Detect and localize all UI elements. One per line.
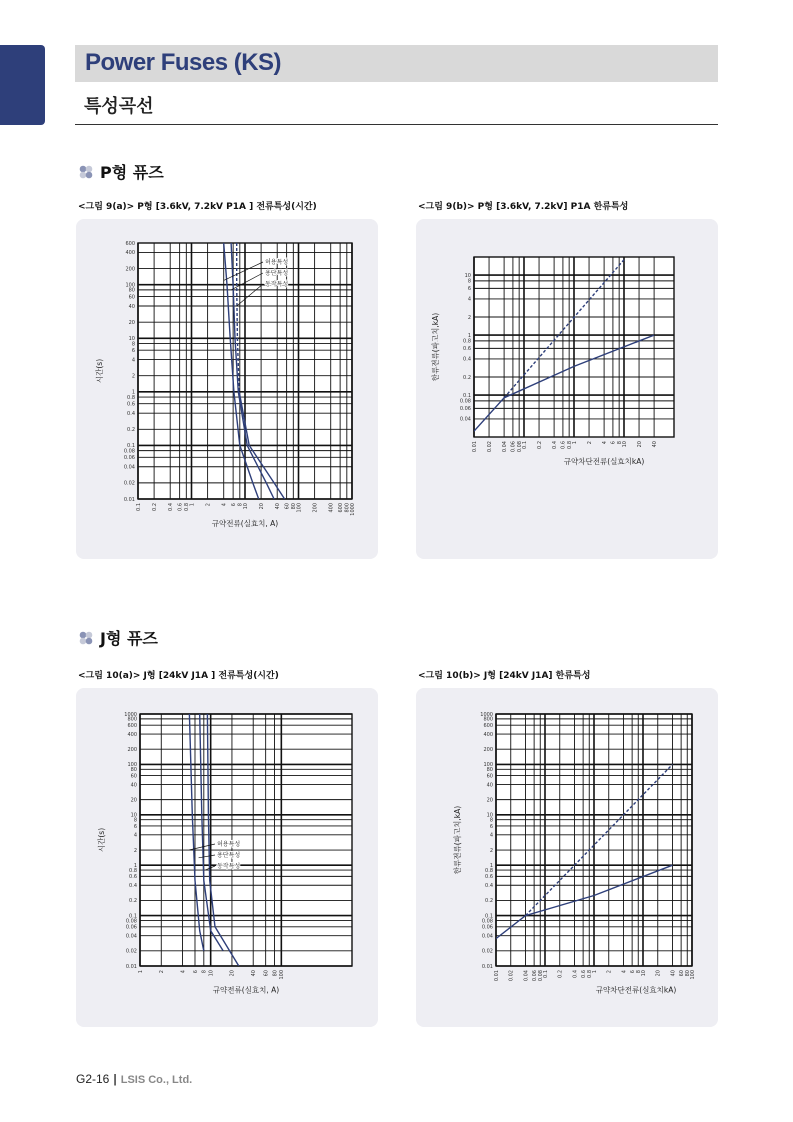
y-tick-label: 0.04 xyxy=(459,416,471,423)
x-tick-label: 4 xyxy=(601,441,608,445)
y-tick-label: 8 xyxy=(133,817,137,824)
y-tick-label: 8 xyxy=(467,278,471,285)
series-label: 허용특성 xyxy=(217,841,241,848)
y-tick-label: 0.04 xyxy=(481,933,493,940)
y-tick-label: 100 xyxy=(127,762,137,769)
y-axis-label: 한류전류(파고치,kA) xyxy=(453,805,462,875)
y-tick-label: 0.4 xyxy=(129,883,137,890)
x-tick-label: 600 xyxy=(337,503,344,513)
y-tick-label: 0.6 xyxy=(485,874,493,881)
x-tick-label: 0.4 xyxy=(168,503,175,511)
y-tick-label: 2 xyxy=(133,847,137,854)
chart-panel-fig9b xyxy=(416,219,718,559)
x-tick-label: 6 xyxy=(192,970,199,974)
y-tick-label: 4 xyxy=(133,832,137,839)
x-tick-label: 1 xyxy=(591,970,598,974)
y-tick-label: 0.8 xyxy=(127,394,135,401)
x-tick-label: 100 xyxy=(689,970,696,980)
x-axis-label: 규약차단전류(실효치kA) xyxy=(595,985,677,995)
x-tick-label: 40 xyxy=(670,970,677,977)
y-tick-label: 8 xyxy=(131,341,135,348)
figure-caption: <그림 9(a)> P형 [3.6kV, 7.2kV P1A ] 전류특성(시간) xyxy=(78,202,317,212)
section-heading-p xyxy=(78,160,164,183)
x-tick-label: 0.06 xyxy=(531,970,538,982)
x-axis-label: 규약전류(실효치, A) xyxy=(212,985,280,995)
x-tick-label: 0.6 xyxy=(580,970,587,978)
y-tick-label: 600 xyxy=(483,722,493,729)
y-tick-label: 0.2 xyxy=(463,374,471,381)
section-bullet-icon xyxy=(78,630,94,646)
y-tick-label: 800 xyxy=(483,716,493,723)
y-axis-label: 시간(s) xyxy=(97,827,106,853)
x-tick-label: 1000 xyxy=(349,503,356,516)
x-tick-label: 10 xyxy=(640,970,647,977)
x-tick-label: 0.02 xyxy=(486,441,493,453)
section-bullet-icon xyxy=(78,164,94,180)
y-tick-label: 100 xyxy=(483,762,493,769)
y-tick-label: 0.2 xyxy=(485,898,493,905)
x-tick-label: 40 xyxy=(651,441,658,448)
page-subtitle: 특성곡선 xyxy=(84,96,154,117)
y-tick-label: 0.08 xyxy=(125,918,137,925)
x-axis-label: 규약전류(실효치, A) xyxy=(211,519,279,529)
x-tick-label: 0.06 xyxy=(510,441,517,453)
x-tick-label: 0.04 xyxy=(523,970,530,982)
y-tick-label: 60 xyxy=(486,773,493,780)
y-tick-label: 600 xyxy=(127,722,137,729)
x-tick-label: 6 xyxy=(610,441,617,445)
chart-fig10a xyxy=(76,688,378,1027)
y-tick-label: 400 xyxy=(127,731,137,738)
y-tick-label: 4 xyxy=(467,296,471,303)
x-axis-label: 규약차단전류(실효치kA) xyxy=(563,457,645,467)
x-tick-label: 200 xyxy=(312,503,319,513)
y-tick-label: 0.2 xyxy=(129,898,137,905)
x-tick-label: 1 xyxy=(137,970,144,974)
x-tick-label: 0.2 xyxy=(151,503,158,511)
y-tick-label: 0.1 xyxy=(129,913,137,920)
y-tick-label: 20 xyxy=(130,797,137,804)
y-tick-label: 10 xyxy=(130,812,137,819)
y-tick-label: 0.4 xyxy=(127,410,135,417)
x-tick-label: 40 xyxy=(275,503,282,510)
y-tick-label: 1 xyxy=(467,332,471,339)
y-tick-label: 0.01 xyxy=(125,963,137,970)
y-tick-label: 6 xyxy=(133,823,137,830)
x-tick-label: 60 xyxy=(678,970,685,977)
y-tick-label: 20 xyxy=(128,319,135,326)
y-tick-label: 40 xyxy=(130,782,137,789)
y-tick-label: 0.06 xyxy=(123,455,135,462)
x-tick-label: 20 xyxy=(655,970,662,977)
footer-separator: | xyxy=(113,1072,117,1086)
x-tick-label: 0.1 xyxy=(542,970,549,978)
x-tick-label: 2 xyxy=(205,503,212,507)
x-tick-label: 4 xyxy=(180,970,187,974)
y-tick-label: 0.01 xyxy=(481,963,493,970)
x-tick-label: 0.04 xyxy=(501,441,508,453)
y-tick-label: 6 xyxy=(131,347,135,354)
y-tick-label: 200 xyxy=(483,747,493,754)
series-label: 동작특성 xyxy=(265,281,289,288)
chart-panel-fig9a xyxy=(76,219,378,559)
y-tick-label: 0.1 xyxy=(127,443,135,450)
x-tick-label: 8 xyxy=(201,970,208,974)
y-tick-label: 100 xyxy=(125,282,135,289)
y-tick-label: 1000 xyxy=(124,711,137,718)
x-tick-label: 0.4 xyxy=(572,970,579,978)
x-tick-label: 400 xyxy=(328,503,335,513)
y-tick-label: 1 xyxy=(131,389,135,396)
x-tick-label: 10 xyxy=(208,970,215,977)
y-tick-label: 0.4 xyxy=(463,356,471,363)
y-tick-label: 0.6 xyxy=(129,874,137,881)
x-tick-label: 0.01 xyxy=(493,970,500,982)
x-tick-label: 0.2 xyxy=(536,441,543,449)
y-tick-label: 1 xyxy=(133,863,137,869)
x-tick-label: 0.6 xyxy=(177,503,184,511)
y-tick-label: 10 xyxy=(128,336,135,343)
y-tick-label: 60 xyxy=(130,773,137,780)
y-tick-label: 600 xyxy=(125,240,135,247)
y-tick-label: 0.6 xyxy=(127,401,135,408)
y-tick-label: 0.1 xyxy=(485,913,493,920)
plot-area xyxy=(140,714,352,966)
y-tick-label: 400 xyxy=(483,731,493,738)
y-tick-label: 6 xyxy=(489,823,493,830)
x-tick-label: 0.8 xyxy=(587,970,594,978)
series-label: 용단특성 xyxy=(217,852,241,859)
y-tick-label: 2 xyxy=(131,373,135,380)
y-tick-label: 0.04 xyxy=(123,464,135,471)
header-divider xyxy=(75,124,718,125)
x-tick-label: 10 xyxy=(621,441,628,448)
y-tick-label: 0.02 xyxy=(125,948,137,955)
figure-caption: <그림 10(a)> J형 [24kV J1A ] 전류특성(시간) xyxy=(78,671,279,681)
y-tick-label: 10 xyxy=(464,272,471,279)
y-tick-label: 2 xyxy=(467,314,471,321)
y-tick-label: 0.4 xyxy=(485,883,493,890)
x-tick-label: 20 xyxy=(636,441,643,448)
y-tick-label: 60 xyxy=(128,294,135,301)
y-tick-label: 0.02 xyxy=(123,480,135,487)
y-tick-label: 0.02 xyxy=(481,948,493,955)
x-tick-label: 6 xyxy=(629,970,636,974)
y-tick-label: 4 xyxy=(489,832,493,839)
y-tick-label: 6 xyxy=(467,286,471,293)
title-bar xyxy=(75,45,718,82)
x-tick-label: 0.01 xyxy=(471,441,478,453)
y-tick-label: 80 xyxy=(130,767,137,774)
page-footer xyxy=(76,1072,192,1086)
y-tick-label: 800 xyxy=(127,716,137,723)
page-title: Power Fuses (KS) xyxy=(85,49,282,76)
figure-caption: <그림 9(b)> P형 [3.6kV, 7.2kV] P1A 한류특성 xyxy=(418,202,629,212)
y-tick-label: 8 xyxy=(489,817,493,824)
x-tick-label: 0.8 xyxy=(184,503,191,511)
x-tick-label: 0.1 xyxy=(521,441,528,449)
x-tick-label: 0.6 xyxy=(560,441,567,449)
y-tick-label: 0.08 xyxy=(123,448,135,455)
x-tick-label: 8 xyxy=(636,970,643,974)
x-tick-label: 2 xyxy=(159,970,166,974)
y-tick-label: 200 xyxy=(127,747,137,754)
x-tick-label: 2 xyxy=(586,441,593,445)
y-tick-label: 40 xyxy=(486,782,493,789)
y-tick-label: 1000 xyxy=(480,711,493,718)
x-tick-label: 8 xyxy=(616,441,623,445)
page-number: G2-16 xyxy=(76,1072,110,1086)
section-heading-j xyxy=(78,626,158,649)
x-tick-label: 1 xyxy=(189,503,196,507)
y-tick-label: 1 xyxy=(489,863,493,869)
x-tick-label: 0.4 xyxy=(551,441,558,449)
chart-fig9a xyxy=(76,219,378,559)
x-tick-label: 0.1 xyxy=(135,503,142,511)
x-tick-label: 20 xyxy=(229,970,236,977)
x-tick-label: 6 xyxy=(230,503,237,507)
chart-fig9b xyxy=(416,219,718,559)
y-axis-label: 시간(s) xyxy=(95,358,104,384)
x-tick-label: 0.02 xyxy=(508,970,515,982)
figure-caption: <그림 10(b)> J형 [24kV J1A] 한류특성 xyxy=(418,671,591,681)
y-tick-label: 0.8 xyxy=(129,867,137,874)
x-tick-label: 80 xyxy=(272,970,279,977)
x-tick-label: 100 xyxy=(296,503,303,513)
y-tick-label: 0.04 xyxy=(125,933,137,940)
y-tick-label: 0.06 xyxy=(459,406,471,413)
x-tick-label: 4 xyxy=(621,970,628,974)
section-title: J형 퓨즈 xyxy=(100,629,158,648)
y-tick-label: 0.06 xyxy=(125,924,137,931)
y-tick-label: 10 xyxy=(486,812,493,819)
y-tick-label: 0.8 xyxy=(485,867,493,874)
x-tick-label: 0.08 xyxy=(538,970,545,982)
series-label: 허용특성 xyxy=(265,259,289,266)
y-tick-label: 0.1 xyxy=(463,392,471,399)
y-tick-label: 2 xyxy=(489,847,493,854)
chapter-tab xyxy=(0,45,45,125)
y-tick-label: 200 xyxy=(125,266,135,273)
series-label: 동작특성 xyxy=(217,863,241,870)
y-tick-label: 0.8 xyxy=(463,338,471,345)
x-tick-label: 2 xyxy=(606,970,613,974)
x-tick-label: 20 xyxy=(258,503,265,510)
chart-panel-fig10b xyxy=(416,688,718,1027)
x-tick-label: 0.2 xyxy=(557,970,564,978)
y-tick-label: 40 xyxy=(128,303,135,310)
x-tick-label: 10 xyxy=(242,503,249,510)
y-tick-label: 0.08 xyxy=(481,918,493,925)
x-tick-label: 80 xyxy=(685,970,692,977)
y-axis-label: 한류전류(파고치,kA) xyxy=(431,312,440,382)
x-tick-label: 0.8 xyxy=(566,441,573,449)
x-tick-label: 4 xyxy=(221,503,228,507)
series-label: 용단특성 xyxy=(265,270,289,277)
y-tick-label: 0.08 xyxy=(459,398,471,405)
x-tick-label: 100 xyxy=(279,970,286,980)
x-tick-label: 8 xyxy=(237,503,244,507)
y-tick-label: 80 xyxy=(128,287,135,294)
y-tick-label: 0.6 xyxy=(463,346,471,353)
y-tick-label: 20 xyxy=(486,797,493,804)
company-name: LSIS Co., Ltd. xyxy=(120,1074,193,1086)
y-tick-label: 400 xyxy=(125,250,135,257)
x-tick-label: 60 xyxy=(263,970,270,977)
x-tick-label: 40 xyxy=(251,970,258,977)
x-tick-label: 0.08 xyxy=(516,441,523,453)
y-tick-label: 0.2 xyxy=(127,427,135,434)
x-tick-label: 1 xyxy=(571,441,578,445)
y-tick-label: 4 xyxy=(131,357,135,364)
x-tick-label: 60 xyxy=(284,503,291,510)
y-tick-label: 80 xyxy=(486,767,493,774)
section-title: P형 퓨즈 xyxy=(100,163,164,182)
y-tick-label: 0.01 xyxy=(123,496,135,503)
x-tick-label: 800 xyxy=(344,503,351,513)
chart-fig10b xyxy=(416,688,718,1027)
chart-panel-fig10a xyxy=(76,688,378,1027)
y-tick-label: 0.06 xyxy=(481,924,493,931)
x-tick-label: 80 xyxy=(291,503,298,510)
